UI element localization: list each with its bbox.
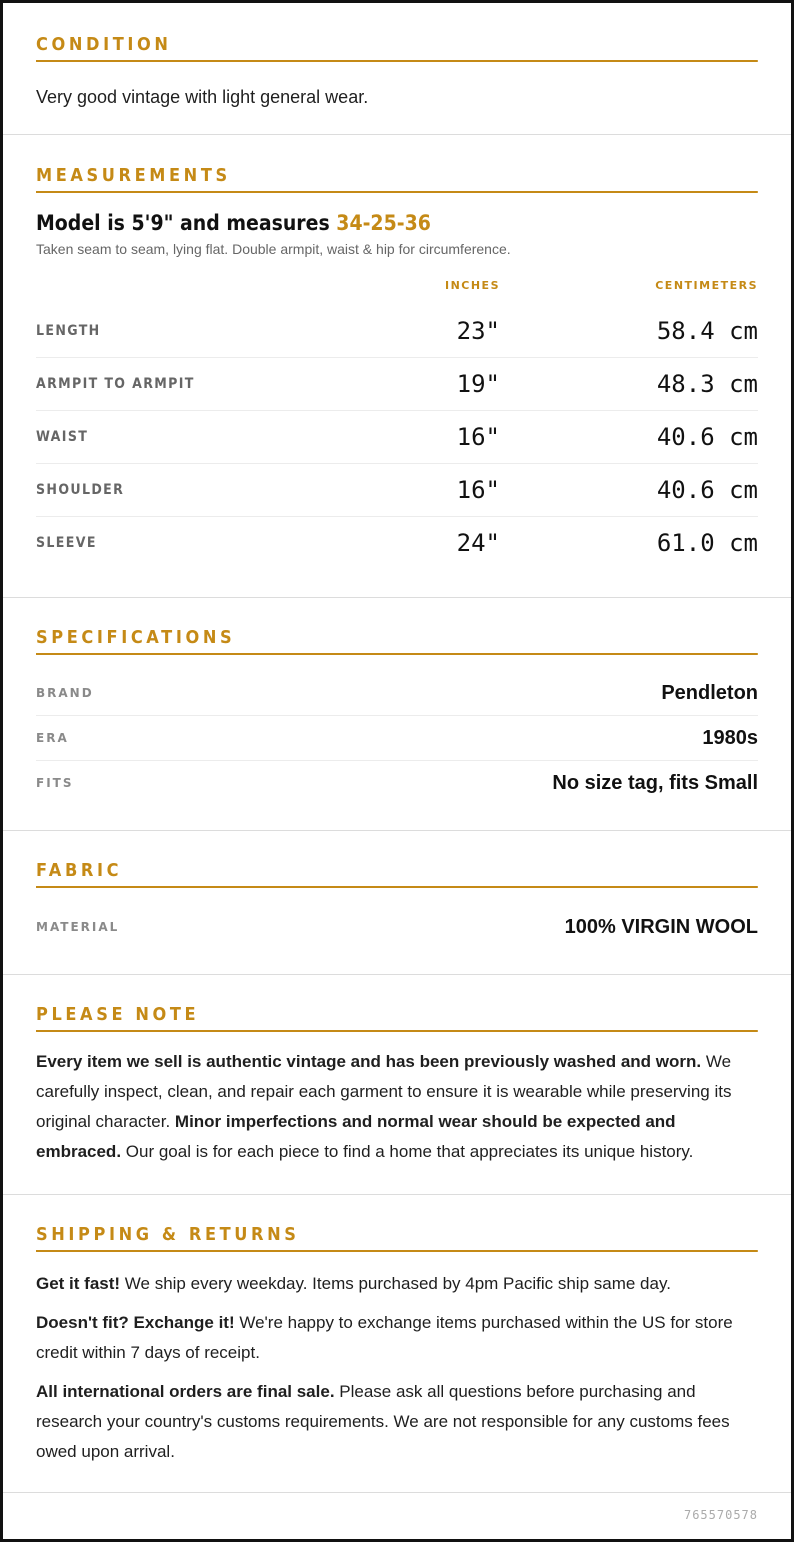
fabric-key: MATERIAL [36,920,120,934]
measurement-row-armpit [36,358,758,411]
column-header-inches: INCHES [444,279,500,292]
shipping-paragraph-fast [36,1269,758,1299]
measurement-label: LENGTH [36,323,101,339]
measurement-cm: 48.3 cm [656,370,758,398]
note-bold-1: Every item we sell is authentic vintage and has been previously washed and worn. [36,1052,702,1071]
shipping-paragraph-international [36,1377,758,1467]
spec-row-fits [36,761,758,805]
condition-heading: CONDITION [36,30,758,62]
measurement-label: WAIST [36,429,89,445]
shipping-bold: Get it fast! [36,1274,121,1293]
please-note-section [3,975,791,1195]
shipping-copy: We ship every weekday. Items purchased by 4pm Pacific ship same day. [120,1274,671,1293]
measurement-label: SHOULDER [36,482,125,498]
shipping-paragraph-exchange [36,1308,758,1368]
measurement-inches: 19" [456,370,500,398]
shipping-bold: All international orders are final sale. [36,1382,335,1401]
measurement-cm: 58.4 cm [656,317,758,345]
shipping-text [36,1269,758,1467]
specifications-list [36,671,758,805]
note-text-2: Our goal is for each piece to find a home that appreciates its unique history. [121,1142,694,1161]
spec-value: Pendleton [661,681,758,704]
header-spacer [36,279,380,305]
measurement-cm: 40.6 cm [656,423,758,451]
spec-row-era [36,716,758,761]
measurement-note: Taken seam to seam, lying flat. Double armpit, waist & hip for circumference. [36,241,511,257]
shipping-heading: SHIPPING & RETURNS [36,1220,758,1252]
note-text-1: We carefully inspect, clean, and repair each garment to ensure it is wearable while preserving its original character. [36,1052,732,1131]
model-measurements [36,211,686,235]
fabric-list [36,905,758,949]
measurement-table [36,305,758,569]
please-note-text [36,1047,758,1167]
measurement-cm: 40.6 cm [656,476,758,504]
measurement-row-shoulder [36,464,758,517]
measurement-row-length [36,305,758,358]
column-header-centimeters: CENTIMETERS [655,279,758,292]
measurements-heading: MEASUREMENTS [36,161,758,193]
spec-row-brand [36,671,758,716]
measurement-inches: 23" [456,317,500,345]
shipping-section [3,1195,791,1493]
shipping-copy: We're happy to exchange items purchased within the US for store credit within 7 days of receipt. [36,1313,733,1362]
note-bold-2: Minor imperfections and normal wear should be expected and embraced. [36,1112,676,1161]
spec-key: BRAND [36,686,94,700]
measurement-inches: 24" [456,529,500,557]
measurement-inches: 16" [456,476,500,504]
measurements-section [3,135,791,598]
fabric-row-material [36,905,758,949]
fabric-section [3,831,791,975]
measurement-label: ARMPIT TO ARMPIT [36,376,195,392]
measurement-table-header [36,279,758,305]
please-note-heading: PLEASE NOTE [36,1000,758,1032]
shipping-bold: Doesn't fit? Exchange it! [36,1313,235,1332]
spec-key: FITS [36,776,74,790]
specifications-heading: SPECIFICATIONS [36,623,758,655]
spec-value: 1980s [702,726,758,749]
model-prefix: Model is 5'9" and measures [36,211,337,235]
product-id: 765570578 [683,1508,758,1522]
spec-key: ERA [36,731,69,745]
fabric-heading: FABRIC [36,856,758,888]
footer [3,1493,791,1537]
measurement-cm: 61.0 cm [656,529,758,557]
condition-text: Very good vintage with light general wear. [36,87,369,107]
model-measures-value: 34-25-36 [336,211,431,235]
measurement-label: SLEEVE [36,535,97,551]
condition-section [3,3,791,135]
measurement-row-sleeve [36,517,758,569]
measurement-row-waist [36,411,758,464]
specifications-section [3,598,791,831]
measurement-inches: 16" [456,423,500,451]
spec-value: No size tag, fits Small [552,771,758,794]
shipping-copy: Please ask all questions before purchasing and research your country's customs requirements. We are not responsible for any customs fees owed upon arrival. [36,1382,730,1461]
fabric-value: 100% VIRGIN WOOL [564,915,758,938]
